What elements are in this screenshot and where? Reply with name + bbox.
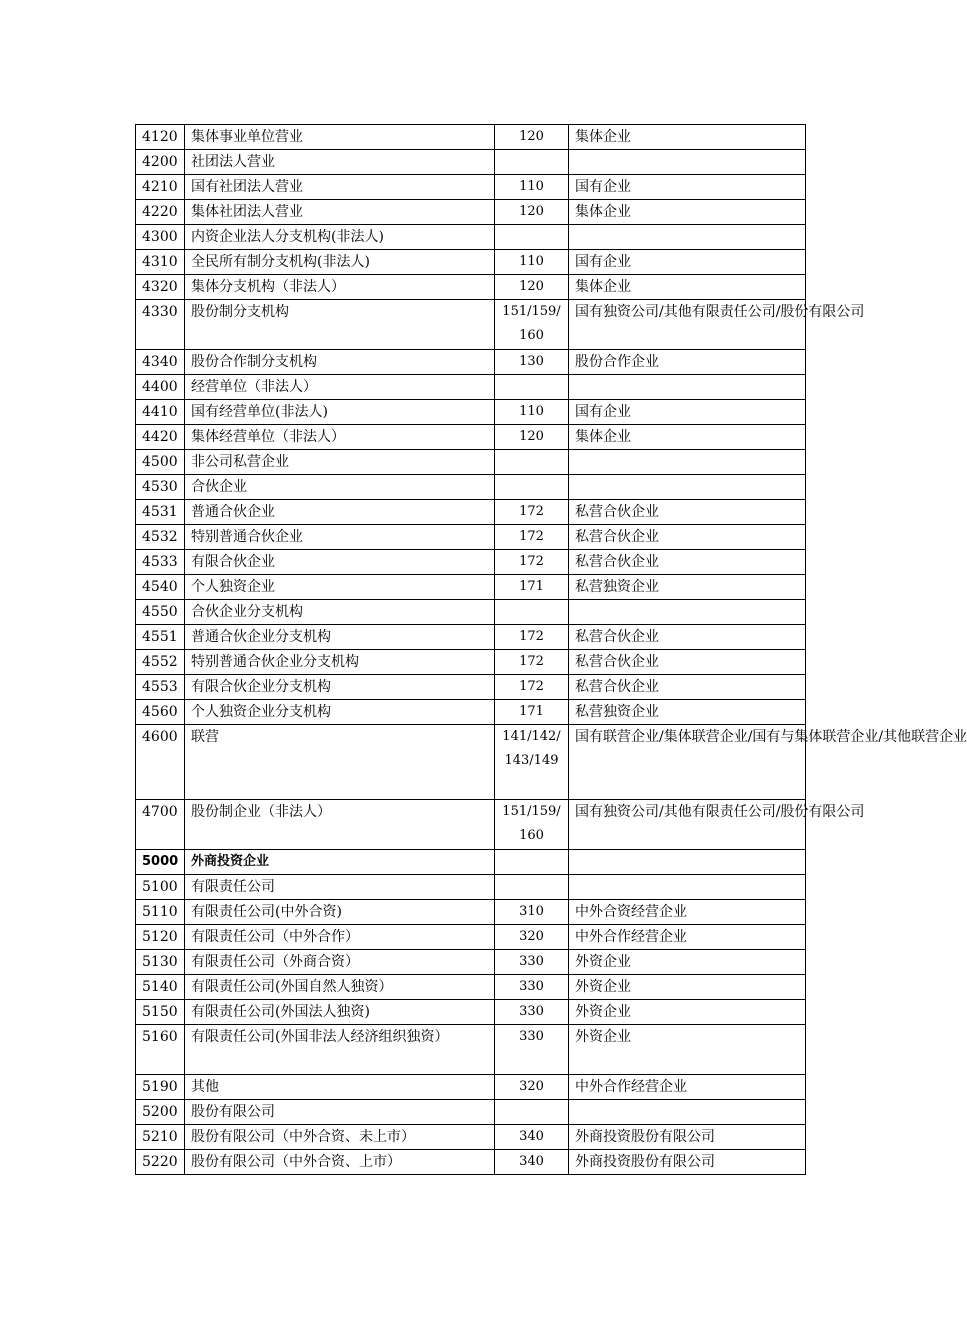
name-cell: 特别普通合伙企业分支机构 <box>185 650 495 675</box>
industry-code-cell: 172 <box>495 525 569 550</box>
industry-code-cell <box>495 375 569 400</box>
industry-code-cell: 171 <box>495 700 569 725</box>
name-cell: 股份合作制分支机构 <box>185 350 495 375</box>
table-row <box>136 600 806 625</box>
code-cell: 4531 <box>136 500 185 525</box>
industry-code-cell: 340 <box>495 1150 569 1175</box>
code-cell: 5190 <box>136 1075 185 1100</box>
name-cell: 其他 <box>185 1075 495 1100</box>
table-row <box>136 1125 806 1150</box>
table-row <box>136 1100 806 1125</box>
code-cell: 4210 <box>136 175 185 200</box>
code-cell: 4330 <box>136 300 185 350</box>
enterprise-type-cell <box>569 450 806 475</box>
name-cell: 集体分支机构（非法人） <box>185 275 495 300</box>
table-row <box>136 125 806 150</box>
table-row <box>136 425 806 450</box>
code-cell: 5140 <box>136 975 185 1000</box>
code-cell: 5120 <box>136 925 185 950</box>
table-row <box>136 500 806 525</box>
code-cell: 4560 <box>136 700 185 725</box>
name-cell: 股份制企业（非法人） <box>185 800 495 850</box>
code-cell: 4600 <box>136 725 185 800</box>
table-row <box>136 150 806 175</box>
enterprise-type-cell: 私营合伙企业 <box>569 675 806 700</box>
enterprise-type-cell: 外资企业 <box>569 1025 806 1075</box>
code-cell: 4220 <box>136 200 185 225</box>
enterprise-type-cell: 外资企业 <box>569 975 806 1000</box>
industry-code-cell: 120 <box>495 425 569 450</box>
name-cell: 有限合伙企业分支机构 <box>185 675 495 700</box>
enterprise-type-cell: 国有独资公司/其他有限责任公司/股份有限公司 <box>569 800 806 850</box>
code-cell: 5160 <box>136 1025 185 1075</box>
name-cell: 有限责任公司(外国法人独资) <box>185 1000 495 1025</box>
name-cell: 有限责任公司 <box>185 875 495 900</box>
enterprise-type-cell: 集体企业 <box>569 125 806 150</box>
name-cell: 个人独资企业 <box>185 575 495 600</box>
industry-code-cell: 172 <box>495 500 569 525</box>
name-cell: 联营 <box>185 725 495 800</box>
table-row <box>136 1000 806 1025</box>
enterprise-type-cell: 外商投资股份有限公司 <box>569 1150 806 1175</box>
industry-code-cell: 120 <box>495 275 569 300</box>
code-cell: 4551 <box>136 625 185 650</box>
name-cell: 外商投资企业 <box>185 850 495 875</box>
industry-code-cell: 130 <box>495 350 569 375</box>
industry-code-cell: 172 <box>495 625 569 650</box>
name-cell: 特别普通合伙企业 <box>185 525 495 550</box>
name-cell: 有限责任公司（中外合作） <box>185 925 495 950</box>
industry-code-cell: 172 <box>495 550 569 575</box>
name-cell: 普通合伙企业 <box>185 500 495 525</box>
code-cell: 4550 <box>136 600 185 625</box>
code-cell: 4400 <box>136 375 185 400</box>
code-cell: 5000 <box>136 850 185 875</box>
code-cell: 4300 <box>136 225 185 250</box>
enterprise-type-cell: 私营合伙企业 <box>569 650 806 675</box>
table-row <box>136 375 806 400</box>
enterprise-type-cell <box>569 600 806 625</box>
table-row <box>136 675 806 700</box>
code-cell: 5110 <box>136 900 185 925</box>
enterprise-type-cell: 私营合伙企业 <box>569 500 806 525</box>
industry-code-cell: 320 <box>495 925 569 950</box>
enterprise-type-cell: 私营独资企业 <box>569 700 806 725</box>
enterprise-type-cell: 集体企业 <box>569 200 806 225</box>
code-cell: 4200 <box>136 150 185 175</box>
table-row <box>136 650 806 675</box>
code-cell: 5210 <box>136 1125 185 1150</box>
code-cell: 4530 <box>136 475 185 500</box>
name-cell: 集体社团法人营业 <box>185 200 495 225</box>
industry-code-cell: 110 <box>495 250 569 275</box>
industry-code-cell: 151/159/160 <box>495 300 569 350</box>
code-cell: 5220 <box>136 1150 185 1175</box>
enterprise-type-cell: 国有企业 <box>569 175 806 200</box>
code-cell: 4532 <box>136 525 185 550</box>
industry-code-cell: 171 <box>495 575 569 600</box>
name-cell: 内资企业法人分支机构(非法人) <box>185 225 495 250</box>
industry-code-cell: 330 <box>495 1000 569 1025</box>
table-row <box>136 200 806 225</box>
name-cell: 社团法人营业 <box>185 150 495 175</box>
industry-code-cell <box>495 1100 569 1125</box>
name-cell: 有限责任公司(外国自然人独资） <box>185 975 495 1000</box>
enterprise-type-cell: 中外合作经营企业 <box>569 925 806 950</box>
industry-code-cell <box>495 225 569 250</box>
code-cell: 5150 <box>136 1000 185 1025</box>
code-cell: 5100 <box>136 875 185 900</box>
industry-code-cell <box>495 875 569 900</box>
name-cell: 国有经营单位(非法人) <box>185 400 495 425</box>
enterprise-type-cell: 私营独资企业 <box>569 575 806 600</box>
table-row <box>136 250 806 275</box>
table-row <box>136 300 806 350</box>
name-cell: 合伙企业 <box>185 475 495 500</box>
code-cell: 4310 <box>136 250 185 275</box>
enterprise-type-cell: 私营合伙企业 <box>569 625 806 650</box>
name-cell: 经营单位（非法人） <box>185 375 495 400</box>
industry-code-cell: 110 <box>495 175 569 200</box>
name-cell: 个人独资企业分支机构 <box>185 700 495 725</box>
enterprise-type-cell: 中外合资经营企业 <box>569 900 806 925</box>
code-cell: 4320 <box>136 275 185 300</box>
table-row <box>136 975 806 1000</box>
table-row <box>136 225 806 250</box>
name-cell: 有限责任公司(中外合资) <box>185 900 495 925</box>
industry-code-cell: 151/159/160 <box>495 800 569 850</box>
industry-code-cell: 310 <box>495 900 569 925</box>
industry-code-cell <box>495 450 569 475</box>
enterprise-type-cell: 国有独资公司/其他有限责任公司/股份有限公司 <box>569 300 806 350</box>
enterprise-type-cell <box>569 475 806 500</box>
enterprise-type-cell: 外资企业 <box>569 950 806 975</box>
name-cell: 股份制分支机构 <box>185 300 495 350</box>
enterprise-type-cell: 外资企业 <box>569 1000 806 1025</box>
table-row <box>136 1025 806 1075</box>
name-cell: 全民所有制分支机构(非法人) <box>185 250 495 275</box>
name-cell: 非公司私营企业 <box>185 450 495 475</box>
enterprise-type-cell: 集体企业 <box>569 275 806 300</box>
enterprise-type-cell <box>569 150 806 175</box>
code-cell: 4540 <box>136 575 185 600</box>
table-body <box>136 125 967 1175</box>
table-row <box>136 700 806 725</box>
table-row <box>136 575 806 600</box>
industry-code-cell: 320 <box>495 1075 569 1100</box>
code-cell: 4410 <box>136 400 185 425</box>
enterprise-type-cell <box>569 875 806 900</box>
industry-code-cell: 330 <box>495 950 569 975</box>
table-row <box>136 725 806 800</box>
table-row <box>136 1075 806 1100</box>
enterprise-type-code-table <box>135 124 967 1175</box>
name-cell: 有限责任公司（外商合资） <box>185 950 495 975</box>
enterprise-type-cell: 中外合作经营企业 <box>569 1075 806 1100</box>
enterprise-type-cell: 国有联营企业/集体联营企业/国有与集体联营企业/其他联营企业 <box>569 725 806 800</box>
code-cell: 5130 <box>136 950 185 975</box>
code-cell: 4420 <box>136 425 185 450</box>
enterprise-type-cell <box>569 375 806 400</box>
name-cell: 有限责任公司(外国非法人经济组织独资） <box>185 1025 495 1075</box>
code-cell: 4120 <box>136 125 185 150</box>
code-cell: 4500 <box>136 450 185 475</box>
industry-code-cell <box>495 600 569 625</box>
name-cell: 有限合伙企业 <box>185 550 495 575</box>
name-cell: 股份有限公司（中外合资、上市） <box>185 1150 495 1175</box>
industry-code-cell: 330 <box>495 975 569 1000</box>
enterprise-type-cell <box>569 850 806 875</box>
table-row <box>136 925 806 950</box>
name-cell: 集体经营单位（非法人） <box>185 425 495 450</box>
table-row <box>136 875 806 900</box>
table-row <box>136 900 806 925</box>
table-row <box>136 625 806 650</box>
industry-code-cell: 110 <box>495 400 569 425</box>
industry-code-cell: 172 <box>495 675 569 700</box>
table-row <box>136 400 806 425</box>
industry-code-cell <box>495 475 569 500</box>
industry-code-cell: 330 <box>495 1025 569 1075</box>
table-row <box>136 850 806 875</box>
table-row <box>136 550 806 575</box>
table-row <box>136 275 806 300</box>
table-row <box>136 950 806 975</box>
industry-code-cell: 172 <box>495 650 569 675</box>
name-cell: 合伙企业分支机构 <box>185 600 495 625</box>
industry-code-cell: 141/142/143/149 <box>495 725 569 800</box>
enterprise-type-cell: 私营合伙企业 <box>569 525 806 550</box>
code-cell: 4340 <box>136 350 185 375</box>
table-row <box>136 1150 806 1175</box>
enterprise-type-cell: 外商投资股份有限公司 <box>569 1125 806 1150</box>
name-cell: 国有社团法人营业 <box>185 175 495 200</box>
enterprise-type-cell: 国有企业 <box>569 250 806 275</box>
code-cell: 4553 <box>136 675 185 700</box>
table-row <box>136 450 806 475</box>
industry-code-cell: 120 <box>495 125 569 150</box>
code-cell: 4552 <box>136 650 185 675</box>
industry-code-cell <box>495 150 569 175</box>
enterprise-type-cell <box>569 1100 806 1125</box>
industry-code-cell <box>495 850 569 875</box>
enterprise-type-cell <box>569 225 806 250</box>
enterprise-type-cell: 国有企业 <box>569 400 806 425</box>
enterprise-type-cell: 私营合伙企业 <box>569 550 806 575</box>
table-row <box>136 525 806 550</box>
table-row <box>136 175 806 200</box>
table-row <box>136 475 806 500</box>
name-cell: 股份有限公司 <box>185 1100 495 1125</box>
enterprise-type-cell: 集体企业 <box>569 425 806 450</box>
code-cell: 5200 <box>136 1100 185 1125</box>
name-cell: 股份有限公司（中外合资、未上市） <box>185 1125 495 1150</box>
table-row <box>136 800 806 850</box>
code-cell: 4533 <box>136 550 185 575</box>
code-cell: 4700 <box>136 800 185 850</box>
table-row <box>136 350 806 375</box>
industry-code-cell: 340 <box>495 1125 569 1150</box>
industry-code-cell: 120 <box>495 200 569 225</box>
enterprise-type-cell: 股份合作企业 <box>569 350 806 375</box>
name-cell: 普通合伙企业分支机构 <box>185 625 495 650</box>
name-cell: 集体事业单位营业 <box>185 125 495 150</box>
